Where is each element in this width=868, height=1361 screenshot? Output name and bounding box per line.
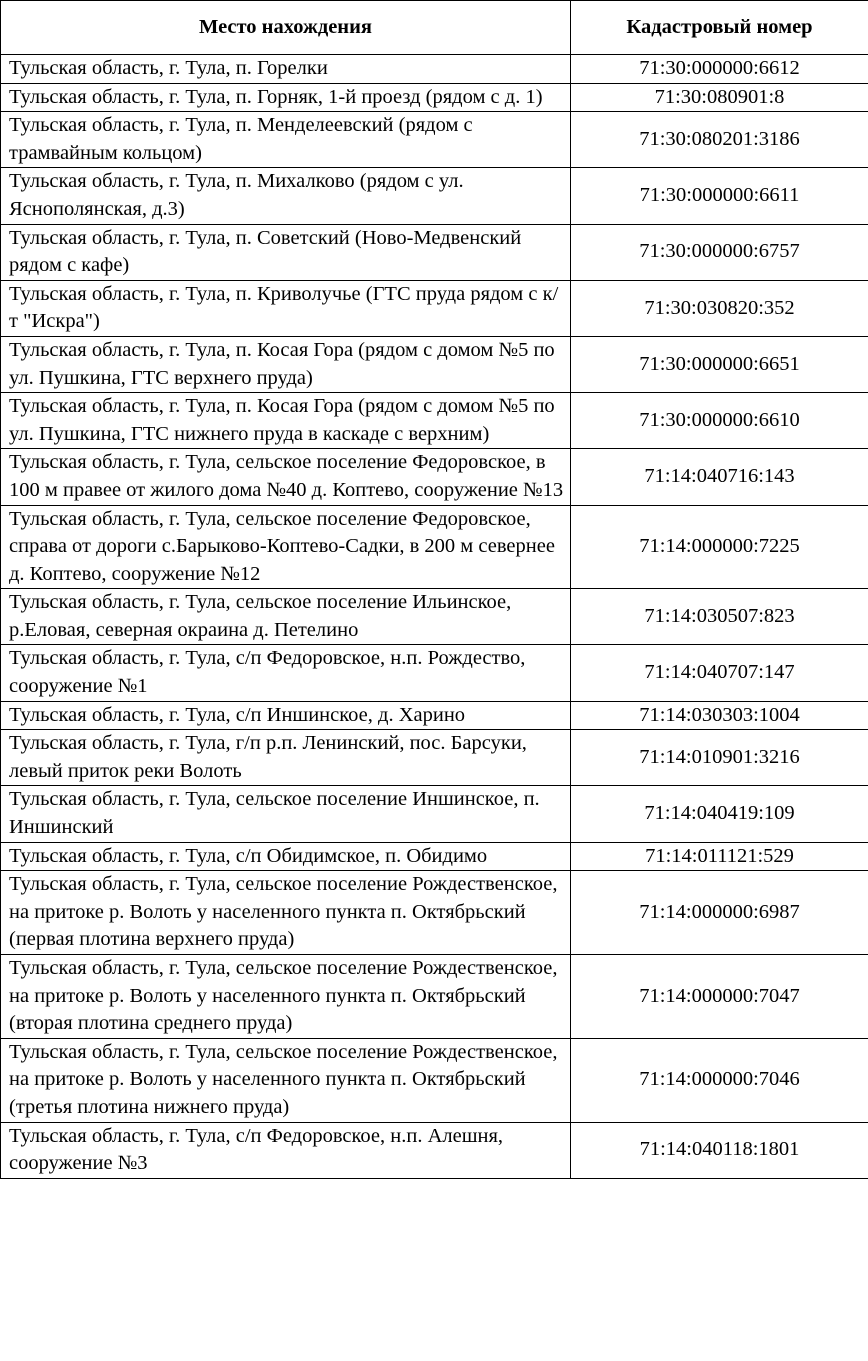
table-row — [1, 589, 868, 645]
cadastral-number-cell: 71:14:030507:823 — [571, 589, 868, 645]
location-cell: Тульская область, г. Тула, с/п Иншинское, д. Харино — [1, 701, 571, 730]
location-cell: Тульская область, г. Тула, п. Горелки — [1, 55, 571, 84]
cadastral-number-cell: 71:30:030820:352 — [571, 280, 868, 336]
cadastral-number-cell: 71:30:000000:6612 — [571, 55, 868, 84]
location-cell: Тульская область, г. Тула, г/п р.п. Ленинский, пос. Барсуки, левый приток реки Волоть — [1, 730, 571, 786]
table-row — [1, 1122, 868, 1178]
location-cell: Тульская область, г. Тула, с/п Федоровское, н.п. Алешня, сооружение №3 — [1, 1122, 571, 1178]
cadastral-number-cell: 71:14:000000:7225 — [571, 505, 868, 589]
table-row — [1, 955, 868, 1039]
location-cell: Тульская область, г. Тула, сельское поселение Иншинское, п. Иншинский — [1, 786, 571, 842]
cadastral-number-cell: 71:14:040118:1801 — [571, 1122, 868, 1178]
location-cell: Тульская область, г. Тула, с/п Обидимское, п. Обидимо — [1, 842, 571, 871]
location-cell: Тульская область, г. Тула, п. Менделеевский (рядом с трамвайным кольцом) — [1, 112, 571, 168]
table-row — [1, 1038, 868, 1122]
header-row — [1, 1, 868, 55]
table-row — [1, 336, 868, 392]
table-row — [1, 842, 868, 871]
cadastral-number-cell: 71:14:000000:6987 — [571, 871, 868, 955]
table-row — [1, 168, 868, 224]
cadastral-number-cell: 71:14:040716:143 — [571, 449, 868, 505]
table-row — [1, 645, 868, 701]
location-cell: Тульская область, г. Тула, п. Советский (Ново-Медвенский рядом с кафе) — [1, 224, 571, 280]
cadastral-number-cell: 71:30:000000:6610 — [571, 393, 868, 449]
cadastral-number-cell: 71:14:000000:7046 — [571, 1038, 868, 1122]
table-row — [1, 112, 868, 168]
location-cell: Тульская область, г. Тула, п. Криволучье (ГТС пруда рядом с к/т "Искра") — [1, 280, 571, 336]
cadastral-number-cell: 71:14:040419:109 — [571, 786, 868, 842]
table-row — [1, 224, 868, 280]
location-cell: Тульская область, г. Тула, п. Михалково (рядом с ул. Яснополянская, д.3) — [1, 168, 571, 224]
location-cell: Тульская область, г. Тула, сельское поселение Федоровское, справа от дороги с.Барыково-Коптево-Садки, в 200 м севернее д. Коптево, сооружение №12 — [1, 505, 571, 589]
header-cadastral-number: Кадастровый номер — [571, 1, 868, 55]
header-location: Место нахождения — [1, 1, 571, 55]
location-cell: Тульская область, г. Тула, сельское поселение Ильинское, р.Еловая, северная окраина д. Петелино — [1, 589, 571, 645]
table-row — [1, 505, 868, 589]
cadastral-number-cell: 71:14:011121:529 — [571, 842, 868, 871]
location-cell: Тульская область, г. Тула, сельское поселение Федоровское, в 100 м правее от жилого дома №40 д. Коптево, сооружение №13 — [1, 449, 571, 505]
table-row — [1, 701, 868, 730]
location-cell: Тульская область, г. Тула, п. Косая Гора (рядом с домом №5 по ул. Пушкина, ГТС верхнего пруда) — [1, 336, 571, 392]
cadastral-number-cell: 71:30:000000:6757 — [571, 224, 868, 280]
cadastral-number-cell: 71:14:030303:1004 — [571, 701, 868, 730]
location-cell: Тульская область, г. Тула, сельское поселение Рождественское, на притоке р. Волоть у населенного пункта п. Октябрьский (вторая плотина среднего пруда) — [1, 955, 571, 1039]
cadastral-number-cell: 71:30:080901:8 — [571, 83, 868, 112]
cadastral-number-cell: 71:14:040707:147 — [571, 645, 868, 701]
cadastral-number-cell: 71:30:000000:6651 — [571, 336, 868, 392]
cadastral-number-cell: 71:14:000000:7047 — [571, 955, 868, 1039]
table-row — [1, 786, 868, 842]
table-row — [1, 449, 868, 505]
table-row — [1, 871, 868, 955]
location-cell: Тульская область, г. Тула, сельское поселение Рождественское, на притоке р. Волоть у населенного пункта п. Октябрьский (третья плотина нижнего пруда) — [1, 1038, 571, 1122]
table-row — [1, 83, 868, 112]
location-cell: Тульская область, г. Тула, сельское поселение Рождественское, на притоке р. Волоть у населенного пункта п. Октябрьский (первая плотина верхнего пруда) — [1, 871, 571, 955]
location-cell: Тульская область, г. Тула, п. Косая Гора (рядом с домом №5 по ул. Пушкина, ГТС нижнего пруда в каскаде с верхним) — [1, 393, 571, 449]
cadastral-number-cell: 71:14:010901:3216 — [571, 730, 868, 786]
cadastral-number-cell: 71:30:000000:6611 — [571, 168, 868, 224]
location-cell: Тульская область, г. Тула, с/п Федоровское, н.п. Рождество, сооружение №1 — [1, 645, 571, 701]
table-row — [1, 55, 868, 84]
cadastral-number-cell: 71:30:080201:3186 — [571, 112, 868, 168]
location-cell: Тульская область, г. Тула, п. Горняк, 1-й проезд (рядом с д. 1) — [1, 83, 571, 112]
table-row — [1, 393, 868, 449]
table-row — [1, 280, 868, 336]
table-row — [1, 730, 868, 786]
